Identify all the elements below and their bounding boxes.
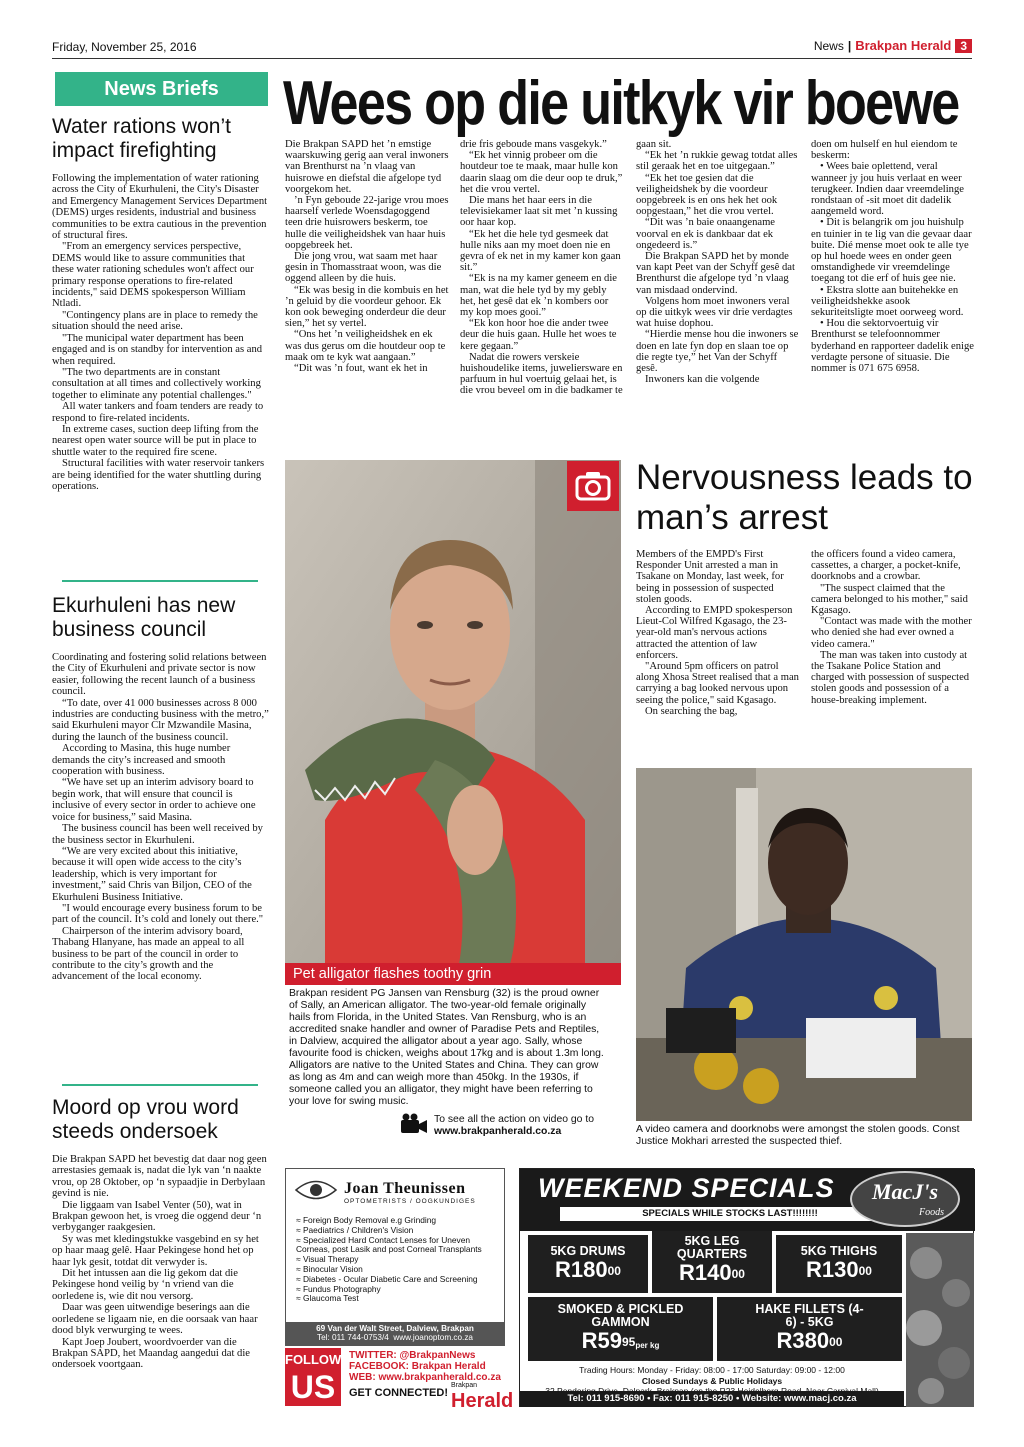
special-price: R130 (806, 1257, 859, 1282)
website-link[interactable]: WEB: www.brakpanherald.co.za (349, 1372, 501, 1383)
paragraph: Kapt Joep Joubert, woordvoerder van die Brakpan SAPD, het Maandag aangedui dat die ondersoek voortgaan. (52, 1336, 250, 1371)
paragraph: Die Brakpan SAPD het bevestig dat daar nog geen arrestasies gemaak is, nadat die lyk van ‘n naakte vrou, op 28 Oktober, op ‘n sypaadjie in Derbylaan gevind is nie. (52, 1154, 267, 1200)
service-item: ≈ Glaucoma Test (296, 1293, 359, 1304)
special-hake (717, 1297, 902, 1361)
service-item: ≈ Paediatrics / Children's Vision (296, 1224, 414, 1235)
special-cents: 95 (621, 1335, 636, 1349)
service-label: Binocular Vision (302, 1263, 363, 1274)
paragraph: The man was taken into custody at the Tsakane Police Station and charged with possession of suspected stolen goods and possession of a house-breaking implement. (811, 649, 970, 706)
services-list (286, 1214, 504, 1308)
page-number: 3 (955, 39, 972, 53)
service-item: ≈ Foreign Body Removal e.g Grinding (296, 1215, 437, 1225)
optometrist-address: 69 Van der Walt Street, Dalview, Brakpan (316, 1324, 474, 1333)
paragraph: “Ek het die hele tyd gesmeek dat hulle niks aan my moet doen nie en gevra of ek net in my kamer kon gaan sit.” (460, 228, 621, 274)
paragraph: • Wees baie oplettend, veral wanneer jy jou huis verlaat en weer terugkeer. Indien daar vreemdelinge rondstaan of -sit moet dit dadelik aangemeld word. (811, 161, 964, 218)
brief-murder-investigation (52, 1096, 269, 1371)
special-label: HAKE FILLETS (4-6) - 5KG (755, 1302, 864, 1329)
photo-story-body (289, 988, 607, 1108)
paragraph: “Dit was ’n fout, want ek het in (294, 363, 428, 375)
service-item: ≈ Diabetes - Ocular Diabetic Care and Screening (296, 1273, 478, 1284)
officer-photo (636, 768, 972, 1121)
alligator-photo (285, 460, 621, 985)
news-briefs-banner: News Briefs (55, 72, 268, 106)
optometrist-address-bar (286, 1322, 504, 1345)
twitter-link[interactable]: TWITTER: @BrakpanNews (349, 1350, 476, 1361)
special-cents: 00 (858, 1264, 872, 1278)
section-name: News (813, 38, 844, 53)
main-story-col-3 (636, 139, 800, 385)
special-price: R380 (776, 1328, 830, 1353)
brief-body (52, 1154, 269, 1371)
special-drums (528, 1235, 648, 1293)
service-item: ≈ Fundus Photography (296, 1283, 381, 1294)
optometrist-phone: Tel: 011 744-0753/4 (317, 1333, 389, 1342)
store-contact-bar: Tel: 011 915-8690 • Fax: 011 915-8250 • Website: www.macj.co.za (520, 1391, 904, 1407)
main-headline: Wees op die uitkyk vir boewe (283, 69, 959, 138)
special-label: SMOKED & PICKLED GAMMON (557, 1302, 684, 1329)
paragraph: Volgens hom moet inwoners veral op die uitkyk wees vir drie verdagtes wat huise dophou. (636, 295, 793, 330)
paragraph: “Ek het toe gesien dat die veiligheidshek by die voordeur oopgebreek is en ons hek het ook oopgestaan,” het die vrou vertel. (636, 172, 778, 218)
service-label: Specialized Hard Contact Lenses for Uneven Corneas, post Lasik and post Corneal Transplants (296, 1234, 482, 1255)
brief-title: Ekurhuleni has new business council (52, 594, 236, 641)
optometrist-name: Joan Theunissen (344, 1180, 466, 1197)
paragraph: “Hierdie mense hou die inwoners se doen en late fyn dop en slaan toe op die regte tye,” het Van der Schyff gesê. (636, 329, 799, 375)
paragraph: On searching the bag, (645, 705, 738, 717)
video-promo (400, 1113, 610, 1139)
paragraph: Die jong vrou, wat saam met haar gesin in Thomasstraat woon, was die oggend alleen by die huis. (285, 251, 442, 285)
paragraph: doen om hulself en hul eiendom te beskerm: (811, 139, 958, 162)
paragraph: gaan sit. (636, 139, 672, 150)
publication-name: Brakpan Herald (855, 38, 952, 53)
macj-logo-text: MacJ's (872, 1179, 938, 1204)
special-cents: 00 (731, 1267, 745, 1281)
paragraph: The business council has been well received by the business sector in Ekurhuleni. (52, 823, 263, 846)
social-links (349, 1350, 505, 1383)
brief-body (52, 652, 269, 983)
video-link[interactable]: www.brakpanherald.co.za (434, 1126, 562, 1137)
section-divider (62, 1084, 258, 1086)
officer-photo-caption: A video camera and doorknobs were amongst the stolen goods. Const Justice Mokhari arrested the suspected thief. (636, 1124, 960, 1147)
paragraph: Die liggaam van Isabel Venter (50), wat in Brakpan gewoon het, is vroeg die oggend deur ‘n verbyganger raakgesien. (52, 1199, 262, 1234)
paragraph: "The municipal water department has been engaged and is on standby for intervention as and when required. (52, 332, 263, 367)
paragraph: drie fris geboude mans vasgekyk.” (460, 139, 607, 150)
paragraph: Structural facilities with water reservoir tankers are being identified for the water shuttling during operations. (52, 458, 265, 492)
optometrist-subtitle: OPTOMETRISTS / OOGKUNDIGES (344, 1198, 476, 1205)
eye-logo-icon (294, 1175, 338, 1210)
paragraph: “Ek kon hoor hoe die ander twee deur die huis gaan. Hulle het woes te kere gegaan.” (460, 318, 617, 352)
weekend-specials-ad (519, 1168, 974, 1407)
special-label: 5KG LEG QUARTERS (676, 1234, 748, 1261)
officer-photo-illustration (636, 768, 972, 1121)
paragraph: "I would encourage every business forum to be part of the council. It’s cold and lonely out there." (52, 902, 264, 926)
brief-business-council (52, 594, 269, 983)
section-divider (62, 580, 258, 582)
specials-subtitle: SPECIALS WHILE STOCKS LAST!!!!!!!! (560, 1207, 900, 1221)
get-connected-tagline: GET CONNECTED! (349, 1387, 448, 1399)
paragraph: According to Masina, this huge number demands the city’s increased and smooth cooperation with business. (52, 743, 231, 778)
macj-logo-sub: Foods (919, 1207, 944, 1218)
optometrist-logo (286, 1169, 504, 1214)
paragraph: All water tankers and foam tenders are ready to respond to fire-related incidents. (52, 401, 264, 424)
service-label: Foreign Body Removal e.g Grinding (302, 1215, 437, 1225)
special-unit: per kg (635, 1341, 660, 1350)
service-label: Paediatrics / Children's Vision (302, 1224, 414, 1235)
optometrist-ad (285, 1168, 505, 1346)
service-item: ≈ Visual Therapy (296, 1254, 359, 1265)
vegetables-photo (906, 1233, 974, 1407)
main-story-col-4 (811, 139, 975, 374)
paragraph: “To date, over 41 000 businesses across 8 000 industries are conducting business with the metro,” said Ekurhuleni mayor Clr Mzwandile Masina, during the launch of the business council. (52, 697, 269, 743)
paragraph: Members of the EMPD's First Responder Unit arrested a man in Tsakane on Monday, last week, for being in possession of suspected stolen goods. (636, 549, 784, 605)
special-leg-quarters (652, 1231, 772, 1293)
paragraph: Dit het intussen aan die lig gekom dat die Pekingese hond veilig by ‘n vriend van die oorledene is, wie dit nou versorg. (52, 1268, 238, 1302)
service-item: ≈ Binocular Vision (296, 1263, 363, 1274)
facebook-link[interactable]: FACEBOOK: Brakpan Herald (349, 1361, 486, 1372)
paragraph: ’n Fyn geboude 22-jarige vrou moes haarself verlede Woensdagoggend teen drie huisrowers beskerm, toe hulle die veiligheidshek van haar huis oopgebreek het. (285, 195, 449, 251)
video-promo-text (434, 1114, 594, 1138)
macj-logo (850, 1171, 960, 1227)
paragraph: • Hou die sektorvoertuig vir Brenthurst se telefoonnommer byderhand en rapporteer dadelik enige verdagte persone of situasie. Die nommer is 071 675 6958. (811, 318, 974, 375)
paragraph: Inwoners kan die volgende (645, 374, 760, 386)
paragraph: Chairperson of the interim advisory board, Thabang Hlanyane, has made an appeal to all business to be part of the council in order to contribute to the city’s growth and the advancement of the local economy. (52, 925, 245, 983)
paragraph: Daar was geen uitwendige beserings aan die oorledene se ligaam nie, en die oorsaak van haar dood blyk verwurging te wees. (52, 1302, 258, 1337)
special-label: 5KG DRUMS (550, 1244, 626, 1258)
paragraph: In extreme cases, suction deep lifting from the nearest open water source will be put in place to shuttle water to the required fire scene. (52, 423, 259, 458)
paragraph: According to EMPD spokesperson Lieut-Col Wilfred Kgasago, the 23-year-old man's nervous actions attracted the attention of law enforcers. (636, 605, 793, 661)
special-price: R140 (679, 1260, 732, 1285)
photo-caption-title: Pet alligator flashes toothy grin (285, 963, 621, 985)
paragraph: "The suspect claimed that the camera belonged to his mother," said Kgasago. (811, 582, 968, 617)
follow-us-badge (285, 1348, 341, 1406)
main-story-col-2 (460, 139, 624, 397)
paragraph: “Ek het ’n rukkie gewag totdat alles stil geraak het en toe uitgegaan.” (636, 150, 798, 173)
paragraph: Die mans het haar eers in die televisiekamer laat sit met ’n kussing oor haar kop. (460, 195, 618, 229)
brief-title: Water rations won’t impact firefighting (52, 115, 231, 162)
service-label: Fundus Photography (302, 1283, 381, 1294)
photo-story-text: Brakpan resident PG Jansen van Rensburg (32) is the proud owner of Sally, an American alligator. The two-year-old female originally hails from Florida, in the United States. Van Rensburg, who is an accredited snake handler and owner of Paradise Pets and Reptiles, in Dalview, acquired the alligator about a year ago. Sally, whose favourite food is chicken, weighs about 17kg and is about 1.3m long. Alligators are native to the United States and China. They can grow as long as 4m and can weigh more than 450kg. In the 1930s, if someone called you an alligator, they might have been referring to your love for swing music. (289, 988, 604, 1107)
camera-icon (567, 461, 619, 511)
us-label: US (290, 1369, 336, 1405)
special-thighs (776, 1235, 902, 1293)
paragraph: Following the implementation of water rationing across the City of Ekurhuleni, the City's Disaster and Emergency Management Services Department (DEMS) urges residents, industrial and business communities to be extra cautious in the prevention of structural fires. (52, 173, 268, 242)
alligator-photo-illustration (285, 460, 621, 985)
paragraph: "Contact was made with the mother who denied she had ever owned a video camera." (811, 616, 972, 650)
issue-date: Friday, November 25, 2016 (52, 40, 197, 54)
video-promo-line: To see all the action on video go to (434, 1114, 595, 1125)
closed-notice: Closed Sundays & Public Holidays (641, 1375, 783, 1386)
hours-value: Monday - Friday: 08:00 - 17:00 Saturday: 09:00 - 12:00 (637, 1365, 845, 1375)
paragraph: "The two departments are in constant consultation at all times and collectively working together to eliminate any potential challenges." (52, 366, 261, 401)
nervousness-col-1 (636, 549, 800, 717)
paragraph: “We are very excited about this initiative, because it will open wide access to the city’s leadership, which is very important for investment,” said Chris van Biljon, CEO of the Ekurhuleni Business Initiative. (52, 845, 252, 903)
paragraph: “We have set up an interim advisory board to begin work, that will ensure that council is inclusive of every sector in order to achieve one voice for business,” said Masina. (52, 777, 256, 823)
follow-us-box (285, 1348, 514, 1412)
hours-label: Trading Hours: (579, 1365, 636, 1375)
paragraph: Coordinating and fostering solid relations between the City of Ekurhuleni and private sector is now easier, following the recent launch of a business council. (52, 652, 267, 698)
main-story-col-1 (285, 139, 449, 374)
paragraph: • Ekstra slotte aan buitehekke en veiligheidshekke asook sekuriteitsligte moet oorweeg word. (811, 284, 964, 319)
nervousness-headline: Nervousness leads to man’s arrest (636, 458, 973, 537)
paragraph: “Ek was besig in die kombuis en het ’n geluid by die voordeur gehoor. Ek kon ook beweging onderdeur die deur sien,” het sy vertel. (285, 284, 449, 330)
paragraph: “Dit was ’n baie onaangename voorval en ek is dankbaar dat ek ongedeerd is.” (636, 217, 776, 251)
paragraph: “Ons het ’n veiligheidshek en ek was dus gerus om die houtdeur oop te maak om te kyk wat aangaan.” (285, 329, 446, 363)
special-cents: 00 (607, 1264, 621, 1278)
paragraph: "Contingency plans are in place to remedy the situation should the need arise. (52, 309, 258, 333)
paragraph: Die Brakpan SAPD het ’n emstige waarskuwing gerig aan veral inwoners van Brenthurst na ’n vlaag van huisrowe en diefstal die afgelope tyd voorgekom het. (285, 139, 449, 195)
paragraph: “Ek het vinnig probeer om die houtdeur toe te maak, maar hulle kon daarin slaag om die deur oop te druk,” het die vrou vertel. (460, 150, 623, 195)
header-rule (52, 58, 972, 59)
special-price: R59 (581, 1328, 622, 1353)
optometrist-website[interactable]: www.joanoptom.co.za (393, 1333, 473, 1342)
special-cents: 00 (829, 1335, 843, 1349)
follow-label: FOLLOW (285, 1352, 342, 1367)
specials-title: WEEKEND SPECIALS (538, 1173, 835, 1203)
service-label: Glaucoma Test (302, 1293, 359, 1304)
service-label: Diabetes - Ocular Diabetic Care and Screening (302, 1273, 478, 1284)
paragraph: Die Brakpan SAPD het by monde van kapt Peet van der Schyff gesê dat Brenthurst die afgelope tyd ’n vlaag van misdaad ondervind. (636, 251, 795, 296)
paragraph: Nadat die rowers verskeie huishoudelike items, juweliersware en parfuum in hul voertuig gelaai het, is die vrou beveel om in die badkamer te (460, 351, 623, 397)
brief-title: Moord op vrou word steeds ondersoek (52, 1096, 239, 1143)
herald-logo (451, 1380, 513, 1410)
paragraph: “Ek is na my kamer geneem en die man, wat die hele tyd by my gebly het, het gesê dat ek ’n kombers oor my kop moes gooi.” (460, 273, 617, 319)
paragraph: Sy was met kledingstukke vasgebind en sy het op haar maag gelê. Haar Pekingese hond het op haar lyk gesit, totdat dit verwyder is. (52, 1233, 259, 1268)
paragraph: • Dit is belangrik om jou huishulp en tuinier in te lig van die gevaar daar buite. Dié mense moet ook te alle tye op hul hoede wees en onder geen omstandighede vir vreemdelinge toegang tot die erf of huis gee nie. (811, 217, 972, 285)
brief-body (52, 173, 269, 492)
service-label: Visual Therapy (302, 1254, 359, 1265)
paragraph: "Around 5pm officers on patrol along Xhosa Street realised that a man carrying a bag looked nervous upon seeing the police," said Kgasago. (636, 661, 799, 706)
special-gammon (528, 1297, 713, 1361)
page-header-right: News | Brakpan Herald 3 (814, 38, 972, 53)
paragraph: "From an emergency services perspective, DEMS would like to assure communities that these water rationing schedules won't affect our primary response operations to fire-related incidents," said DEMS spokesperson William Ntladi. (52, 241, 254, 310)
special-label: 5KG THIGHS (800, 1244, 878, 1258)
service-item: ≈ Specialized Hard Contact Lenses for Uneven Corneas, post Lasik and post Corneal Transplants (296, 1234, 482, 1255)
herald-logo-big: Herald (451, 1390, 514, 1412)
paragraph: the officers found a video camera, cassettes, a charger, a pocket-knife, doorknobs and a crowbar. (811, 549, 961, 583)
brief-water-rations (52, 115, 269, 492)
nervousness-col-2 (811, 549, 975, 706)
herald-logo-small: Brakpan (451, 1382, 478, 1389)
special-price: R180 (555, 1257, 608, 1282)
video-camera-icon (400, 1113, 428, 1139)
